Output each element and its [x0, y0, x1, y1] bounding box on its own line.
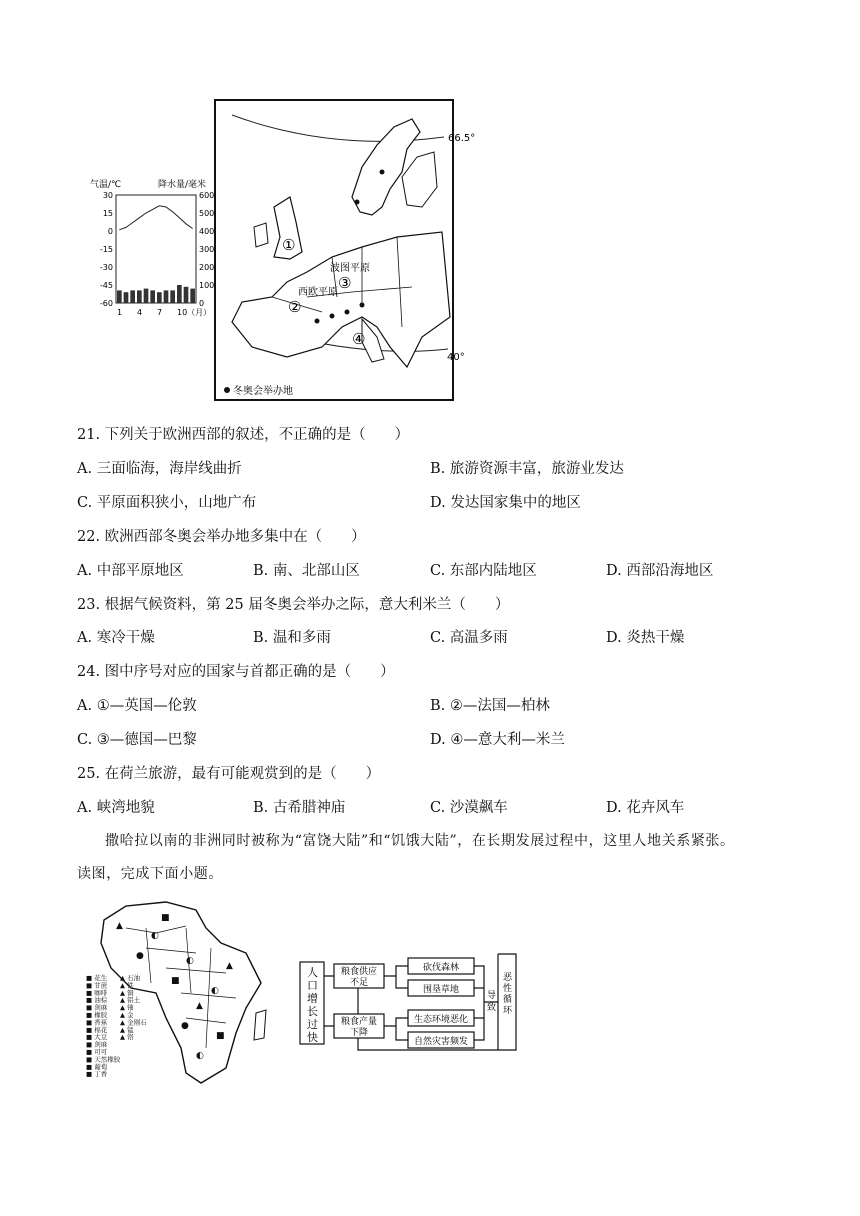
q25-option-b[interactable]: B. 古希腊神庙	[253, 800, 346, 816]
precip-bar	[144, 289, 149, 303]
africa-resource-map	[86, 898, 286, 1090]
precip-bar	[150, 290, 155, 303]
precip-bar	[137, 290, 142, 303]
legend-item: ■ 花生	[86, 974, 108, 982]
flow-left-char: 长	[307, 1005, 318, 1018]
madagascar-shape	[254, 1010, 266, 1040]
legend-item: ▲ 铝土	[120, 996, 141, 1005]
ireland-shape	[254, 223, 268, 247]
flow-supply-line1: 粮食供应	[340, 967, 378, 977]
legend-item: ■ 天然橡胶	[86, 1055, 121, 1064]
q24-option-a[interactable]: A. ①—英国—伦敦	[77, 698, 197, 714]
q22-option-b[interactable]: B. 南、北部山区	[253, 563, 360, 579]
right-tick-label: 0	[199, 299, 205, 308]
right-tick-label: 600	[199, 191, 215, 200]
svg-text:■: ■	[171, 976, 180, 986]
lat-south-label: 40°	[447, 352, 465, 363]
legend-item: ■ 剑麻	[86, 1040, 108, 1049]
flow-cycle-char: 恶	[503, 973, 513, 983]
legend-item: ■ 油棕	[86, 996, 108, 1005]
svg-text:◐: ◐	[186, 956, 194, 966]
precip-bar	[177, 285, 182, 303]
flow-cycle-char: 循	[503, 995, 513, 1005]
x-tick-label: 4	[137, 308, 143, 317]
precip-bar	[117, 290, 122, 303]
right-tick-label: 500	[199, 209, 215, 218]
flow-box1: 砍伐森林	[422, 963, 460, 973]
flow-cycle-char: 性	[503, 984, 513, 994]
precip-bar	[170, 290, 175, 303]
flow-box3: 生态环境恶化	[413, 1015, 469, 1025]
flow-lead-char: 导	[487, 991, 497, 1001]
plain-west-label: 西欧平原	[298, 287, 338, 298]
svg-text:■: ■	[216, 1031, 225, 1041]
flow-yield-line2: 下降	[349, 1028, 369, 1038]
marker-2: ②	[288, 298, 302, 316]
right-tick-label: 100	[199, 281, 215, 290]
legend-item: ■ 棉花	[86, 1025, 108, 1034]
precip-bar	[190, 289, 195, 303]
legend-item: ■ 橡胶	[86, 1011, 108, 1019]
precip-bar	[130, 290, 135, 303]
marker-1: ①	[282, 236, 296, 254]
question-22-stem: 22. 欧洲西部冬奥会举办地多集中在（ ）	[77, 529, 366, 545]
x-tick-label: 1	[117, 308, 123, 317]
right-tick-label: 300	[199, 245, 215, 254]
svg-text:●: ●	[136, 951, 144, 961]
svg-text:▲: ▲	[116, 921, 123, 931]
flow-box4: 自然灾害频发	[413, 1037, 469, 1047]
q23-option-c[interactable]: C. 高温多雨	[430, 630, 508, 646]
question-21-stem: 21. 下列关于欧洲西部的叙述，不正确的是（ ）	[77, 427, 410, 443]
flowchart	[298, 952, 526, 1052]
plain-east-label: 波图平原	[330, 263, 370, 274]
left-tick-label: -60	[99, 299, 113, 308]
q25-option-c[interactable]: C. 沙漠飙车	[430, 800, 508, 816]
legend-item: ▲ 铀	[120, 1003, 134, 1012]
x-tick-label: 10（月）	[177, 308, 212, 317]
climate-right-axis-label: 降水量/毫米	[158, 180, 207, 190]
legend-item: ■ 葡萄	[86, 1062, 108, 1071]
left-tick-label: -30	[99, 263, 113, 272]
q23-option-a[interactable]: A. 寒冷干燥	[77, 630, 155, 646]
legend-item: ▲ 石油	[120, 974, 141, 982]
left-tick-label: 0	[107, 227, 113, 236]
q24-option-b[interactable]: B. ②—法国—柏林	[430, 698, 550, 714]
flow-lead-char: 致	[487, 1003, 497, 1013]
legend-item: ▲ 铁	[120, 981, 134, 990]
x-tick-label: 7	[157, 308, 163, 317]
svg-text:▲: ▲	[226, 961, 233, 971]
q21-option-a[interactable]: A. 三面临海，海岸线曲折	[77, 461, 242, 477]
legend-item: ▲ 锰	[120, 1025, 134, 1034]
legend-item: ▲ 金刚石	[120, 1018, 147, 1027]
q22-option-a[interactable]: A. 中部平原地区	[77, 563, 184, 579]
marker-3: ③	[338, 274, 352, 292]
precip-bar	[124, 292, 129, 303]
climate-chart	[88, 175, 218, 320]
climate-left-axis-label: 气温/℃	[90, 180, 122, 190]
flow-left-char: 过	[307, 1018, 318, 1031]
q24-option-d[interactable]: D. ④—意大利—米兰	[430, 732, 565, 748]
legend-item: ■ 剑麻	[86, 1003, 108, 1012]
left-tick-label: -45	[99, 281, 113, 290]
svg-text:▲: ▲	[196, 1001, 203, 1011]
map-legend-label: 冬奥会举办地	[233, 386, 293, 397]
legend-item: ■ 大豆	[86, 1033, 108, 1042]
question-24-stem: 24. 图中序号对应的国家与首都正确的是（ ）	[77, 664, 395, 680]
q24-option-c[interactable]: C. ③—德国—巴黎	[77, 732, 197, 748]
q23-option-d[interactable]: D. 炎热干燥	[606, 630, 685, 646]
flow-left-char: 人	[307, 966, 318, 979]
flow-left-char: 快	[307, 1031, 318, 1044]
svg-text:◐: ◐	[151, 931, 159, 941]
legend-item: ■ 咖啡	[86, 988, 108, 997]
question-25-stem: 25. 在荷兰旅游，最有可能观赏到的是（ ）	[77, 766, 381, 782]
q25-option-d[interactable]: D. 花卉风车	[606, 800, 685, 816]
question-23-stem: 23. 根据气候资料，第 25 届冬奥会举办之际，意大利米兰（ ）	[77, 597, 510, 613]
flow-box2: 围垦草地	[422, 985, 460, 995]
left-tick-label: -15	[99, 245, 113, 254]
svg-text:●: ●	[181, 1021, 189, 1031]
q22-option-c[interactable]: C. 东部内陆地区	[430, 563, 537, 579]
q21-option-d[interactable]: D. 发达国家集中的地区	[430, 495, 581, 511]
left-tick-label: 15	[102, 209, 113, 218]
left-tick-label: 30	[102, 191, 113, 200]
flow-left-char: 口	[307, 979, 318, 992]
europe-map	[212, 97, 476, 405]
svg-text:◐: ◐	[211, 986, 219, 996]
flow-cycle-char: 环	[503, 1006, 513, 1016]
svg-text:■: ■	[161, 913, 170, 923]
svg-text:◐: ◐	[196, 1051, 204, 1061]
legend-item: ▲ 铬	[120, 1033, 134, 1042]
flow-yield-line1: 粮食产量	[340, 1017, 378, 1027]
lat-north-label: 66.5°	[448, 133, 476, 144]
q22-option-d[interactable]: D. 西部沿海地区	[606, 563, 714, 579]
legend-item: ■ 丁香	[86, 1070, 108, 1079]
intro-line-1: 撒哈拉以南的非洲同时被称为“富饶大陆”和“饥饿大陆”，在长期发展过程中，这里人地关系紧张。	[105, 833, 735, 849]
q21-option-c[interactable]: C. 平原面积狭小，山地广布	[77, 495, 257, 511]
legend-item: ■ 可可	[86, 1048, 108, 1056]
legend-item: ■ 甘蔗	[86, 981, 108, 990]
precip-bar	[184, 287, 189, 303]
legend-dot	[224, 387, 230, 393]
legend-item: ▲ 金	[120, 1011, 134, 1019]
precip-bar	[164, 290, 169, 303]
flow-supply-line2: 不足	[349, 978, 369, 988]
right-tick-label: 400	[199, 227, 215, 236]
temperature-line	[119, 206, 192, 230]
flow-left-char: 增	[307, 992, 318, 1005]
q25-option-a[interactable]: A. 峡湾地貌	[77, 800, 155, 816]
legend-item: ■ 香蕉	[86, 1018, 108, 1027]
q23-option-b[interactable]: B. 温和多雨	[253, 630, 331, 646]
intro-line-2: 读图，完成下面小题。	[77, 866, 223, 882]
marker-4: ④	[352, 330, 366, 348]
q21-option-b[interactable]: B. 旅游资源丰富，旅游业发达	[430, 461, 624, 477]
legend-item: ▲ 铜	[120, 988, 134, 997]
right-tick-label: 200	[199, 263, 215, 272]
precip-bar	[157, 292, 162, 303]
plot-frame	[116, 195, 196, 303]
